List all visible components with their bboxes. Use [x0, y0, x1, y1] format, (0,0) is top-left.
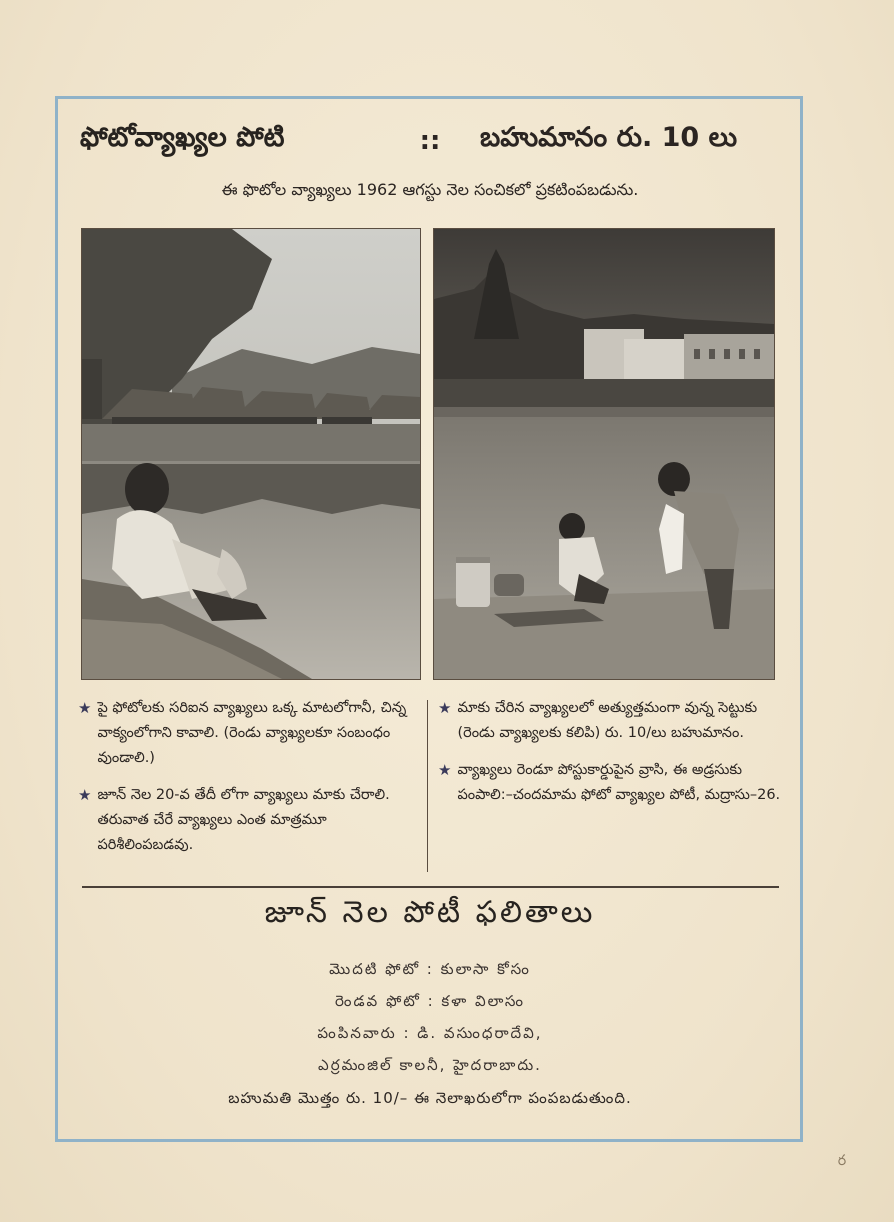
column-divider	[427, 700, 428, 872]
title-separator: ::	[419, 126, 441, 156]
winner-name: పంపినవారు : డి. వసుంధరాదేవి,	[317, 1024, 543, 1042]
page-mark: ర	[836, 1152, 848, 1170]
star-icon: ★	[438, 699, 452, 717]
rule-item	[78, 783, 423, 858]
star-icon: ★	[78, 699, 92, 717]
rule-text: వ్యాఖ్యలు రెండూ పోస్టుకార్డుపైన వ్రాసి, ఈ అడ్రసుకు పంపాలి:–చందమామ ఫోటో వ్యాఖ్యల పోటీ, మద్రాసు–26.	[457, 762, 781, 803]
village-pond-photo	[81, 228, 421, 680]
rules-right-column	[438, 696, 783, 820]
second-photo-caption: రెండవ ఫోటో : కళా విలాసం	[334, 992, 526, 1010]
results-section	[80, 895, 780, 1111]
rule-text: మాకు చేరిన వ్యాఖ్యలలో అత్యుత్తమంగా వున్న సెట్టుకు (రెండు వ్యాఖ్యలకు కలిపి) రు. 10/లు బహుమానం.	[457, 700, 758, 741]
rules-left-column	[78, 696, 423, 870]
section-divider	[82, 886, 779, 888]
rule-text: పై ఫోటోలకు సరిఐన వ్యాఖ్యలు ఒక్క మాటలోగానీ, చిన్న వాక్యంలోగాని కావాలి. (రెండు వ్యాఖ్యలకూ సంబంధం వుండాలి.)	[97, 700, 407, 766]
contest-title: ఫోటోవ్యాఖ్యల పోటి	[80, 122, 285, 153]
rule-item	[78, 696, 423, 771]
star-icon: ★	[438, 761, 452, 779]
star-icon: ★	[78, 786, 92, 804]
winner-address: ఎర్రమంజిల్ కాలనీ, హైదరాబాదు.	[318, 1056, 542, 1074]
first-photo-caption: మొదటి ఫోటో : కులాసా కోసం	[329, 960, 531, 978]
publication-note: ఈ ఫొటోల వ్యాఖ్యలు 1962 ఆగస్టు నెల సంచికలో ప్రకటింపబడును.	[221, 180, 639, 199]
prize-note: బహుమతి మొత్తం రు. 10/– ఈ నెలాఖరులోగా పంపబడుతుంది.	[228, 1089, 632, 1107]
rule-item	[438, 758, 783, 808]
rule-text: జూన్ నెల 20-వ తేదీ లోగా వ్యాఖ్యలు మాకు చేరాలి. తరువాత చేరే వ్యాఖ్యలు ఎంత మాత్రమూ పరిశీలింపబడవు.	[97, 787, 390, 853]
rule-item	[438, 696, 783, 746]
temple-river-washing-photo	[433, 228, 775, 680]
header-title-row	[80, 118, 780, 164]
results-title: జూన్ నెల పోటీ ఫలితాలు	[264, 895, 596, 930]
prize-amount-title: బహుమానం రు. 10 లు	[480, 122, 738, 153]
